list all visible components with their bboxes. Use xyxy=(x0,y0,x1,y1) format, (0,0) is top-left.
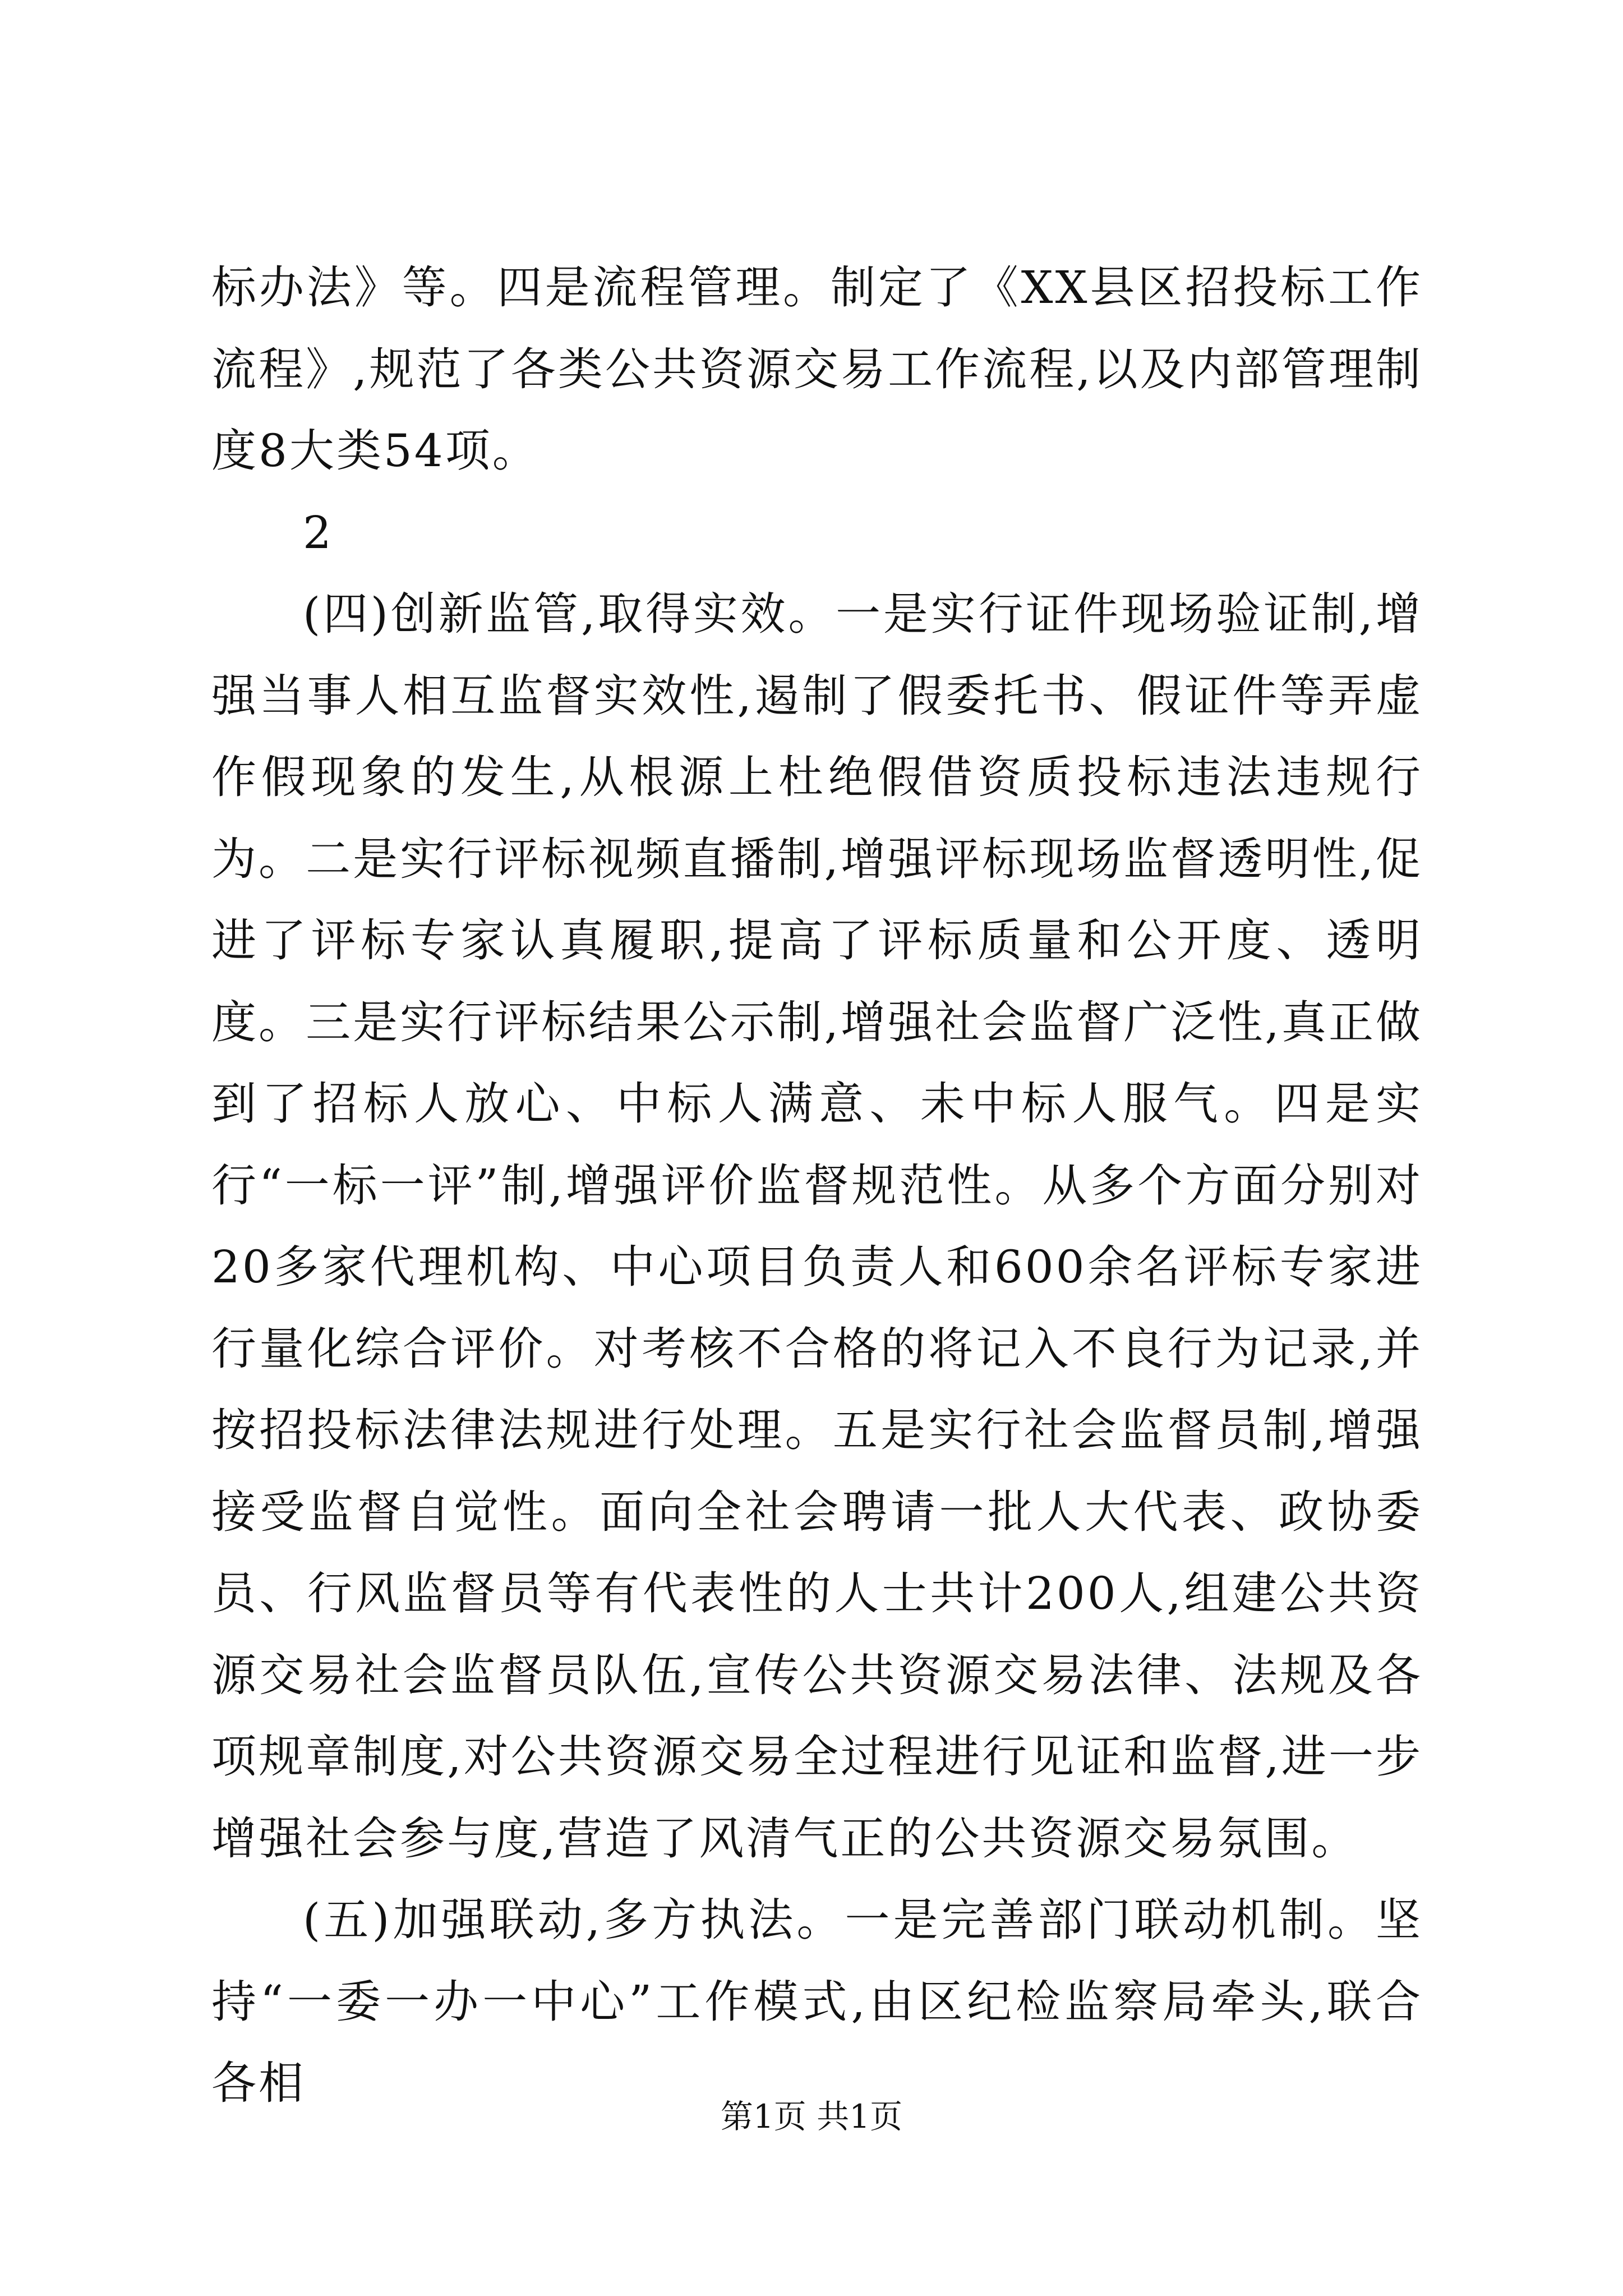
body-text xyxy=(211,247,1423,2124)
paragraph-section-five: (五)加强联动,多方执法。一是完善部门联动机制。坚持“一委一办一中心”工作模式,由区纪检监察局牵头,联合各相 xyxy=(211,1894,1423,2109)
paragraph-section-four: (四)创新监管,取得实效。一是实行证件现场验证制,增强当事人相互监督实效性,遏制了假委托书、假证件等弄虚作假现象的发生,从根源上杜绝假借资质投标违法违规行为。二是实行评标视频直播制,增强评标现场监督透明性,促进了评标专家认真履职,提高了评标质量和公开度、透明度。三是实行评标结果公示制,增强社会监督广泛性,真正做到了招标人放心、中标人满意、未中标人服气。四是实行“一标一评”制,增强评价监督规范性。从多个方面分别对20多家代理机构、中心项目负责人和600余名评标专家进行量化综合评价。对考核不合格的将记入不良行为记录,并按招投标法律法规进行处理。五是实行社会监督员制,增强接受监督自觉性。面向全社会聘请一批人大代表、政协委员、行风监督员等有代表性的人士共计200人,组建公共资源交易社会监督员队伍,宣传公共资源交易法律、法规及各项规章制度,对公共资源交易全过程进行见证和监督,进一步增强社会参与度,营造了风清气正的公共资源交易氛围。 xyxy=(211,588,1423,1865)
page-footer: 第1页 共1页 xyxy=(720,2097,903,2136)
inline-page-number: 2 xyxy=(303,506,334,559)
paragraph-continued: 标办法》等。四是流程管理。制定了《XX县区招投标工作流程》,规范了各类公共资源交易工作流程,以及内部管理制度8大类54项。 xyxy=(211,261,1423,477)
